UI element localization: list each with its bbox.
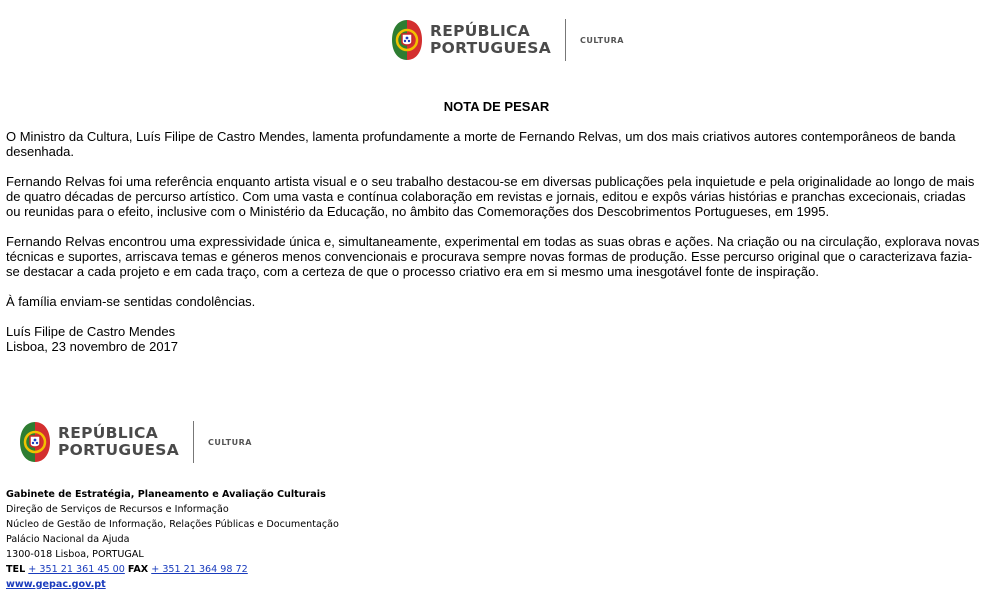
brand-line2: PORTUGUESA [430, 39, 551, 57]
logo-divider [565, 19, 566, 61]
brand-line1: REPÚBLICA [430, 22, 530, 40]
tel-label: TEL [6, 564, 26, 575]
department-label: CULTURA [208, 437, 252, 447]
footer-line: Núcleo de Gestão de Informação, Relações Públicas e Documentação [6, 519, 339, 530]
fax-label: FAX [127, 564, 149, 575]
phone-fax-line [6, 562, 339, 577]
header-logo [390, 18, 624, 62]
brand-line2: PORTUGUESA [58, 441, 179, 459]
brand-name [430, 23, 551, 57]
website-link[interactable]: www.gepac.gov.pt [6, 579, 106, 590]
tel-link[interactable]: + 351 21 361 45 00 [28, 564, 125, 575]
department-label: CULTURA [580, 35, 624, 45]
signature-name: Luís Filipe de Castro Mendes [6, 324, 176, 339]
brand-line1: REPÚBLICA [58, 424, 158, 442]
contact-footer [6, 487, 339, 592]
portuguese-coat-of-arms-icon [18, 420, 52, 464]
footer-line: Direção de Serviços de Recursos e Informação [6, 504, 229, 515]
letter-body [6, 129, 981, 354]
letter-paragraph: Fernando Relvas foi uma referência enquanto artista visual e o seu trabalho destacou-se em diversas publicações pela inquietude e pela originalidade ao longo de mais de quatro décadas de percurso artístico. Com uma vasta e contínua colaboração em revistas e jornais, editou e expôs várias histórias e pranchas excecionais, criadas ou reunidas para o efeito, inclusive com o Ministério da Educação, no âmbito das Comemorações dos Descobrimentos Portugueses, em 1995. [6, 174, 975, 219]
letter-paragraph: Fernando Relvas encontrou uma expressividade única e, simultaneamente, experimental em todas as suas obras e ações. Na criação ou na circulação, explorava novas técnicas e suportes, arriscava temas e géneros menos convencionais e procurava sempre novas formas de produção. Esse percurso original que o caracterizava fazia-se destacar a cada projeto e em cada traço, com a certeza de que o processo criativo era em si mesmo uma inesgotável fonte de inspiração. [6, 234, 980, 279]
fax-link[interactable]: + 351 21 364 98 72 [151, 564, 248, 575]
organization-name: Gabinete de Estratégia, Planeamento e Avaliação Culturais [6, 489, 326, 500]
portuguese-coat-of-arms-icon [390, 18, 424, 62]
letter-paragraph: À família enviam-se sentidas condolências. [6, 294, 256, 309]
letter-paragraph: O Ministro da Cultura, Luís Filipe de Castro Mendes, lamenta profundamente a morte de Fernando Relvas, um dos mais criativos autores contemporâneos de banda desenhada. [6, 129, 956, 159]
footer-line: 1300-018 Lisboa, PORTUGAL [6, 549, 144, 560]
signature-place-date: Lisboa, 23 novembro de 2017 [6, 339, 179, 354]
footer-logo [18, 420, 252, 464]
brand-name [58, 425, 179, 459]
signature-block [6, 324, 981, 354]
footer-line: Palácio Nacional da Ajuda [6, 534, 130, 545]
logo-divider [193, 421, 194, 463]
letter-title: NOTA DE PESAR [443, 99, 550, 114]
